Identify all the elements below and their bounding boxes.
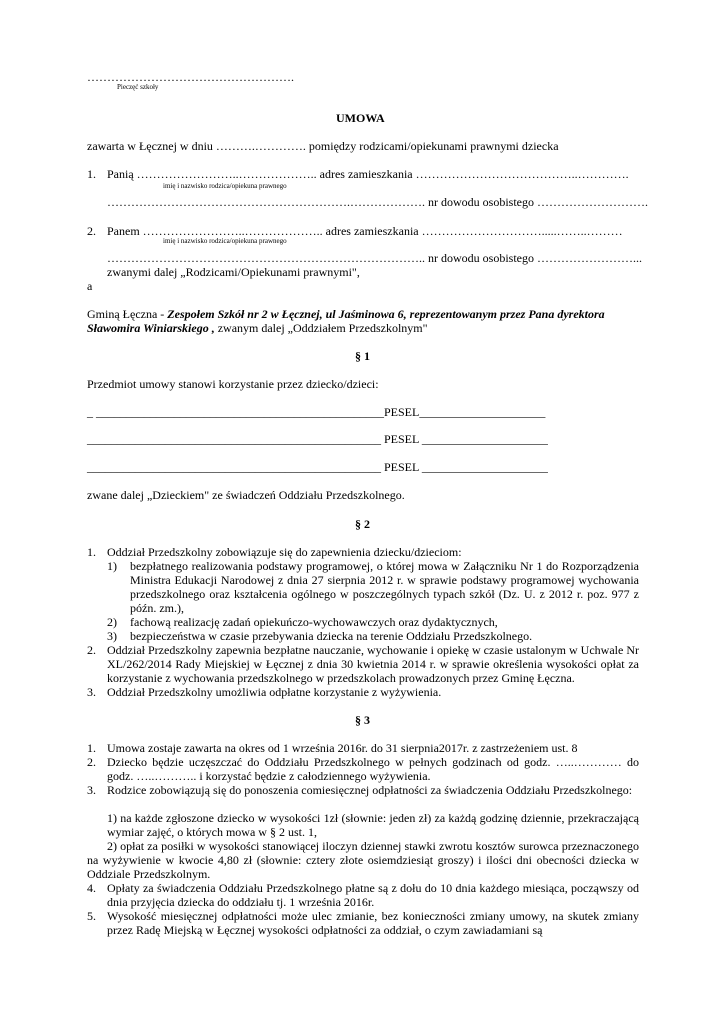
gmina-suffix: zwanym dalej „Oddziałem Przedszkolnym" [214, 321, 428, 335]
parents-called: zwanymi dalej „Rodzicami/Opiekunami prawnymi", [107, 265, 360, 279]
party2-hint: imię i nazwisko rodzica/opiekuna prawnego [163, 237, 287, 245]
section1-heading: § 1 [355, 349, 370, 363]
s2-sub1-number: 1) [107, 559, 117, 573]
s3-item3-point2: 2) opłat za posiłki w wysokości stanowiącej iloczyn dziennej stawki zwrotu kosztów surowca przeznaczonego na wyżywienie w kwocie 4,80 zł (słownie: cztery złote osiemdziesiąt groszy) i ilości dni obecności dziecka w Oddziale Przedszkolnym. [87, 839, 639, 881]
party1-hint: imię i nazwisko rodzica/opiekuna prawnego [163, 182, 287, 190]
s3-item4-number: 4. [87, 881, 96, 895]
s3-item1-text: Umowa zostaje zawarta na okres od 1 września 2016r. do 31 sierpnia2017r. z zastrzeżeniem ust. 8 [107, 741, 578, 755]
stamp-label: Pieczęć szkoły [117, 83, 159, 91]
conjunction-a: a [87, 279, 93, 293]
child-row-1: _ ________________________________________________PESEL_____________________ [87, 405, 546, 419]
party1-id-line: …………………………………………………….………………. nr dowodu osobistego ………………………. [107, 195, 648, 209]
s2-sub2-number: 2) [107, 615, 117, 629]
section3-heading: § 3 [355, 713, 370, 727]
child-row-3: _________________________________________________ PESEL _____________________ [87, 460, 548, 474]
party2-id-line: …………………………………………………………………….. nr dowodu osobistego ……………………... [107, 251, 642, 265]
s3-item2-text: Dziecko będzie uczęszczać do Oddziału Przedszkolnego w pełnych godzinach od godz. …..………… do godz. …..……….. i korzystać będzie z całodziennego wyżywienia. [107, 755, 639, 783]
section1-called: zwane dalej „Dzieckiem" ze świadczeń Oddziału Przedszkolnego. [87, 488, 405, 502]
s2-sub2-text: fachową realizację zadań opiekuńczo-wychowawczych oraz dydaktycznych, [130, 615, 498, 629]
s2-item1-text: Oddział Przedszkolny zobowiązuje się do zapewnienia dziecku/dzieciom: [107, 545, 462, 559]
s2-item1-number: 1. [87, 545, 96, 559]
intro-line: zawarta w Łęcznej w dniu ……….…………. pomiędzy rodzicami/opiekunami prawnymi dziecka [87, 139, 559, 153]
gmina-prefix: Gminą Łęczna - [87, 307, 168, 321]
s3-item3-number: 3. [87, 783, 96, 797]
s2-sub3-number: 3) [107, 629, 117, 643]
s3-item2-number: 2. [87, 755, 96, 769]
section1-subject: Przedmiot umowy stanowi korzystanie przez dziecko/dzieci: [87, 377, 379, 391]
s3-item5-number: 5. [87, 909, 96, 923]
s2-item2-number: 2. [87, 643, 96, 657]
s3-item4-text: Opłaty za świadczenia Oddziału Przedszkolnego płatne są z dołu do 10 dnia każdego miesiąca, począwszy od dnia przyjęcia dziecka do oddziału tj. 1 września 2016r. [107, 881, 639, 909]
s3-item3-point1: 1) na każde zgłoszone dziecko w wysokości 1zł (słownie: jeden zł) za każdą godzinę dziennie, przekraczającą wymiar zajęć, o których mowa w § 2 ust. 1, [107, 811, 639, 839]
stamp-dots: ……………………………………………. [87, 70, 294, 84]
s2-item2-text: Oddział Przedszkolny zapewnia bezpłatne nauczanie, wychowanie i opiekę w czasie ustalonym w Uchwale Nr XL/262/2014 Rady Miejskiej w Łęcznej z dnia 30 kwietnia 2014 r. w sprawie określenia wysokości opłat za korzystanie z wychowania przedszkolnego w przedszkolach prowadzonych przez Gminę Łęczna. [107, 643, 639, 685]
child-row-2: _________________________________________________ PESEL _____________________ [87, 432, 548, 446]
section2-heading: § 2 [355, 517, 370, 531]
s3-item1-number: 1. [87, 741, 96, 755]
s2-item3-number: 3. [87, 685, 96, 699]
s2-item3-text: Oddział Przedszkolny umożliwia odpłatne korzystanie z wyżywienia. [107, 685, 442, 699]
s3-item3-text: Rodzice zobowiązują się do ponoszenia comiesięcznej odpłatności za świadczenia Oddziału Przedszkolnego: [107, 783, 633, 797]
s2-sub3-text: bezpieczeństwa w czasie przebywania dziecka na terenie Oddziału Przedszkolnego. [130, 629, 533, 643]
party2-number: 2. [87, 224, 96, 238]
gmina-school: Zespołem Szkół nr 2 w Łęcznej, ul Jaśminowa 6, reprezentowanym przez Pana dyrektora Sławomira Winiarskiego , [87, 307, 605, 335]
gmina-paragraph [87, 307, 639, 335]
party2-line: Panem ……………………..……………….. adres zamieszkania ………………………….....……..……… [107, 224, 623, 238]
s2-sub1-text: bezpłatnego realizowania podstawy programowej, o której mowa w Załączniku Nr 1 do Rozporządzenia Ministra Edukacji Narodowej z dnia 27 sierpnia 2012 r. w sprawie podstawy programowej wychowania przedszkolnego oraz kształcenia ogólnego w poszczególnych typach szkół (Dz. U. z 2012 r. poz. 977 z późn. zm.), [130, 559, 639, 615]
party1-number: 1. [87, 167, 96, 181]
party1-line: Panią ……………………..……………….. adres zamieszkania …………………………………..…………. [107, 167, 629, 181]
s3-item5-text: Wysokość miesięcznej odpłatności może ulec zmianie, bez konieczności zmiany umowy, na skutek zmiany przez Radę Miejską w Łęcznej wysokości odpłatności za oddział, o czym zawiadamiani są [107, 909, 639, 937]
document-title: UMOWA [336, 111, 385, 125]
